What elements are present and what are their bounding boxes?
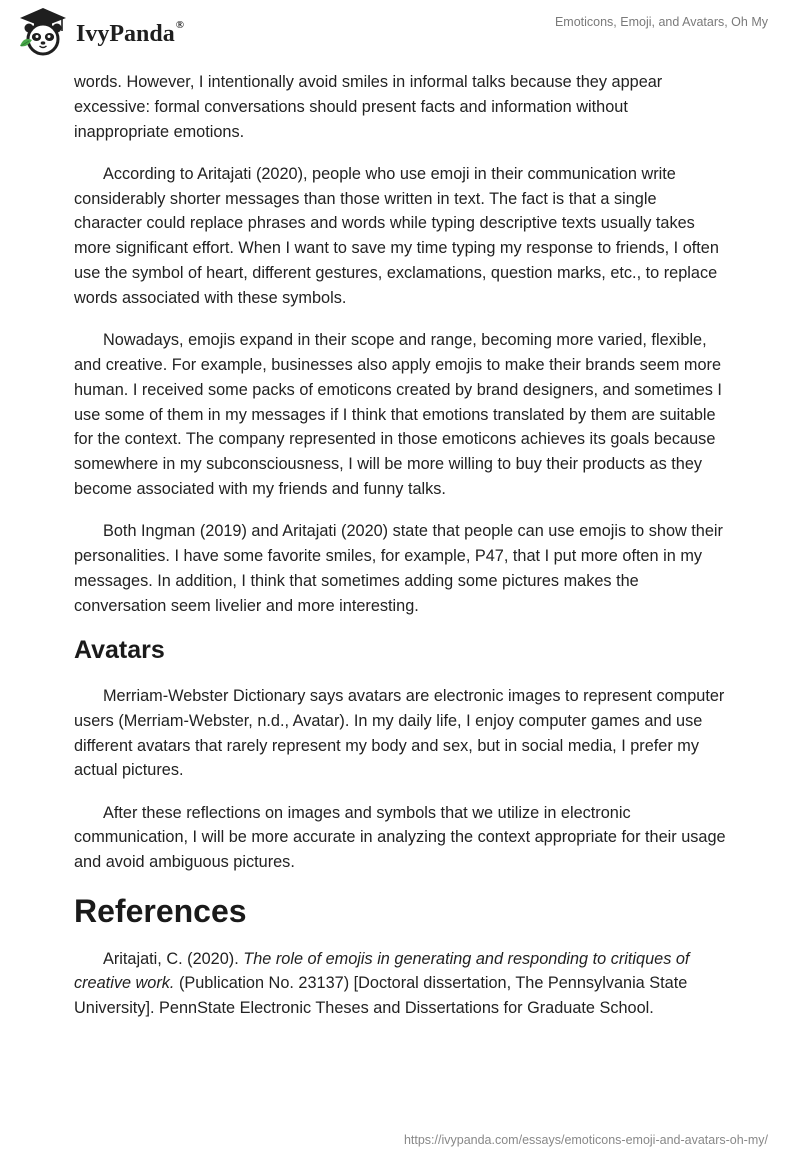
- paragraph: Nowadays, emojis expand in their scope and range, becoming more varied, flexible, and creative. For example, businesses also apply emojis to make their brands seem more human. I received some packs of emoticons created by brand designers, and sometimes I use some of them in my messages if I think that emotions translated by them are suitable for the context. The company represented in those emoticons achieves its goals because somewhere in my subconsciousness, I will be more willing to buy their products as they become associated with my friends and funny talks.: [74, 331, 722, 498]
- document-title: Emoticons, Emoji, and Avatars, Oh My: [554, 15, 768, 29]
- paragraph: According to Aritajati (2020), people who use emoji in their communication write considerably shorter messages than those written in text. The fact is that a single character could replace phrases and words while typing descriptive texts usually takes more significant effort. When I want to save my time typing my response to friends, I often use the symbol of heart, different gestures, exclamations, question marks, etc., to replace words associated with these symbols.: [74, 164, 719, 307]
- section-heading-avatars: Avatars: [74, 635, 165, 664]
- essay-body: [74, 70, 726, 1038]
- reference-title: The role of emojis in generating and responding to critiques of creative work.: [74, 949, 690, 993]
- paragraph: Both Ingman (2019) and Aritajati (2020) state that people can use emojis to show their personalities. I have some favorite smiles, for example, P47, that I put more often in my messages. In addition, I think that sometimes adding some pictures makes the conversation seem livelier and more interesting.: [74, 522, 723, 615]
- reference-entry: Aritajati, C. (2020). The role of emojis in generating and responding to critiques of creative work. (Publication No. 23137) [Doctoral dissertation, The Pennsylvania State University]. PennState Electronic Theses and Dissertations for Graduate School.: [74, 949, 690, 1018]
- brand-name: IvyPanda®: [76, 18, 184, 47]
- paragraph: words. However, I intentionally avoid smiles in informal talks because they appear excessive: formal conversations should present facts and information without inappropriate emotions.: [74, 73, 663, 141]
- panda-logo-icon: [14, 6, 72, 58]
- section-heading-references: References: [74, 892, 247, 929]
- brand-logo[interactable]: [14, 6, 184, 58]
- paragraph: After these reflections on images and symbols that we utilize in electronic communication, I will be more accurate in analyzing the context appropriate for their usage and avoid ambiguous pictures.: [74, 803, 726, 872]
- page-header: [0, 0, 800, 70]
- paragraph: Merriam-Webster Dictionary says avatars are electronic images to represent computer users (Merriam-Webster, n.d., Avatar). In my daily life, I enjoy computer games and use different avatars that rarely represent my body and sex, but in social media, I prefer my actual pictures.: [74, 686, 725, 780]
- source-url[interactable]: https://ivypanda.com/essays/emoticons-emoji-and-avatars-oh-my/: [403, 1133, 768, 1147]
